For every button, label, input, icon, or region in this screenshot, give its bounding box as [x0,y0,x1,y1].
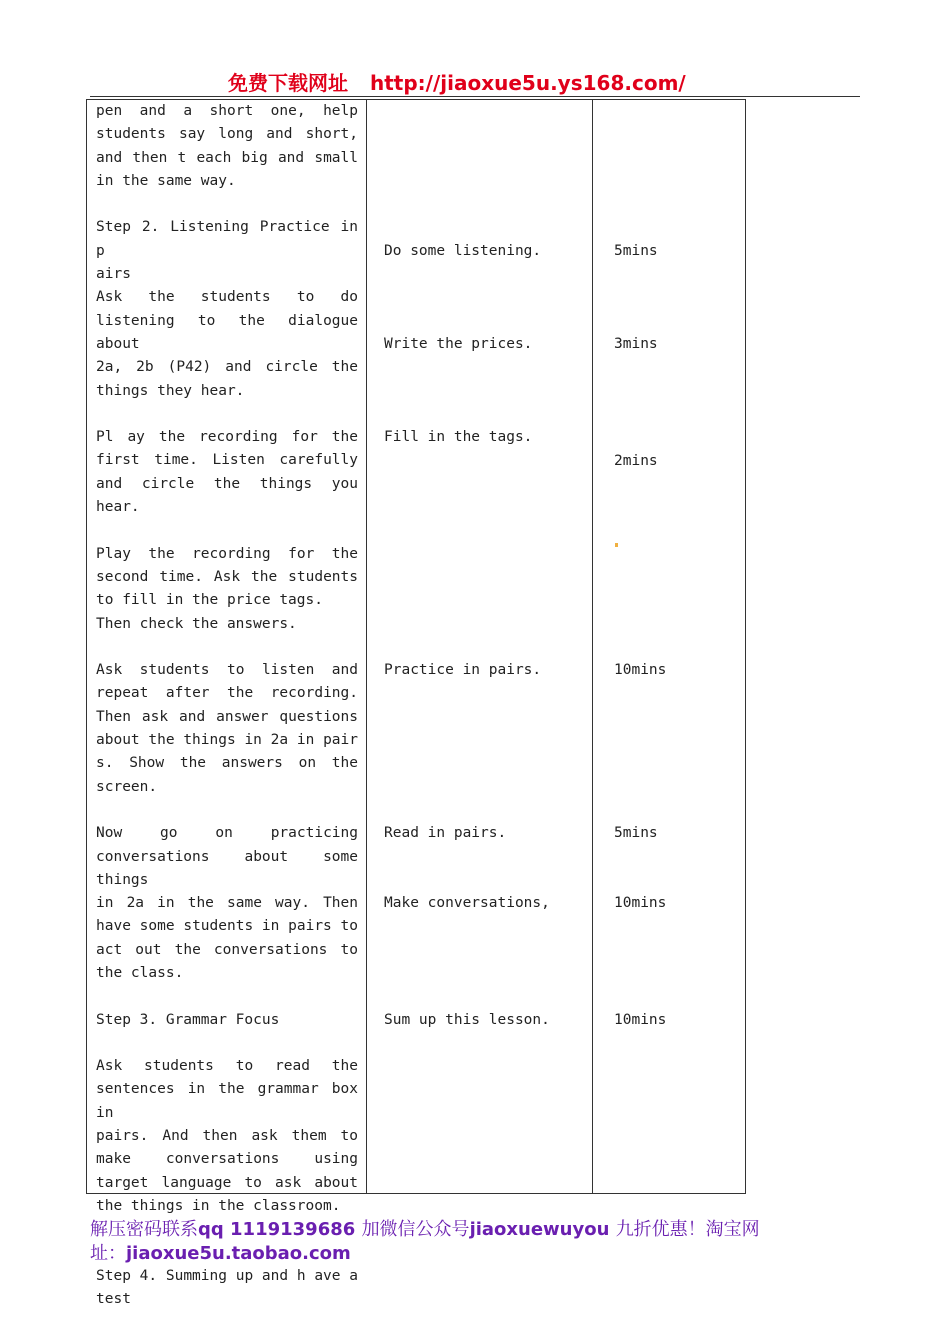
footer-qq: qq 1119139686 [198,1219,356,1240]
student-activity: Sum up this lesson. [384,1012,550,1028]
text-line: conversations about some things [96,848,358,888]
blank-line [96,985,358,1008]
text-line: students say long and short, [96,126,358,143]
text-line: Now go on practicing [96,825,358,842]
text-line: Ask students to read the [96,1058,358,1075]
student-activity: Read in pairs. [384,825,507,841]
footer-url[interactable]: jiaoxue5u.taobao.com [126,1243,351,1264]
text-line: airs [96,266,131,283]
text-line: have some students in pairs to [96,918,358,935]
time-duration: 5mins [614,243,658,259]
page-header [90,66,860,97]
blank-line [96,519,358,542]
text-line: in 2a in the same way. Then [96,895,358,912]
blank-line [96,636,358,659]
text-line: make conversations using [96,1151,358,1168]
text-line: target language to ask about [96,1174,358,1191]
footer-text: 加微信公众号 [361,1219,470,1240]
text-line: Then check the answers. [96,615,297,632]
time-duration: 10mins [614,1012,667,1028]
column-divider [366,100,367,1193]
text-line: act out the conversations to [96,941,358,958]
text-line: pairs. And then ask them to [96,1128,358,1145]
student-activity: Fill in the tags. [384,429,533,445]
text-line: to fill in the price tags. [96,592,323,609]
time-duration: 10mins [614,895,667,911]
text-line: Pl ay the recording for the [96,429,358,446]
text-line: the class. [96,964,184,981]
text-line: the things in the classroom. [96,1197,341,1214]
footer-line-1 [90,1218,850,1242]
text-line: first time. Listen carefully [96,452,358,469]
time-duration: 5mins [614,825,658,841]
header-text [228,67,686,96]
stray-mark [614,530,618,534]
footer-text: 址： [90,1243,126,1264]
text-line: about the things in 2a in pair [96,732,358,749]
student-activity: Write the prices. [384,336,533,352]
blank-line [96,799,358,822]
text-line: Step 4. Summing up and h ave a [96,1267,358,1284]
text-line: Ask students to listen and [96,662,358,679]
blank-line [96,403,358,426]
student-activity: Practice in pairs. [384,662,542,678]
text-line: Play the recording for the [96,545,358,562]
text-line: and circle the things you hear. [96,475,358,516]
text-line: Then ask and answer questions [96,708,358,725]
time-duration: 10mins [614,662,667,678]
text-line: 2a, 2b (P42) and circle the [96,359,358,376]
text-line: things they hear. [96,382,245,399]
teacher-activities-column [96,100,358,1311]
text-line: test [96,1291,131,1308]
time-duration: 3mins [614,336,658,352]
text-line: pen and a short one, help [96,103,358,119]
text-line: second time. Ask the students [96,568,358,585]
text-line: screen. [96,778,158,795]
footer-line-2 [90,1242,850,1266]
text-line: s. Show the answers on the [96,755,358,772]
text-line: Step 3. Grammar Focus [96,1011,280,1028]
header-label: 免费下载网址 [228,71,348,95]
column-divider [592,100,593,1193]
text-line: Step 2. Listening Practice in p [96,219,358,259]
blank-line [96,193,358,216]
text-line: in the same way. [96,172,236,189]
text-line: and then t each big and small [96,149,358,166]
text-line: repeat after the recording. [96,685,358,702]
text-line: listening to the dialogue about [96,312,358,352]
footer-wechat: jiaoxuewuyou [469,1219,610,1240]
footer-text: 解压密码联系 [90,1219,198,1240]
blank-line [96,1032,358,1055]
page-footer [90,1218,850,1266]
footer-text: 九折优惠！淘宝网 [615,1219,760,1240]
text-line: Ask the students to do [96,289,358,306]
header-url[interactable]: http://jiaoxue5u.ys168.com/ [370,71,686,95]
time-duration: 2mins [614,453,658,469]
student-activity: Do some listening. [384,243,542,259]
text-line: sentences in the grammar box in [96,1081,358,1121]
student-activity: Make conversations, [384,895,550,911]
